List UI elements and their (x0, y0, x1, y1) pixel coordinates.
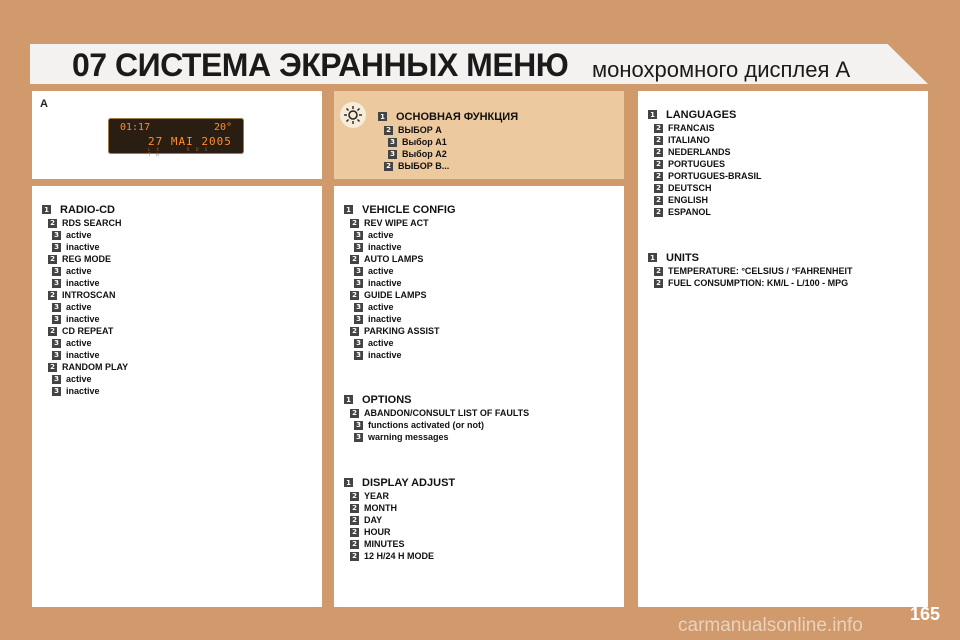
menu-item (344, 337, 456, 349)
menu-item-label: RANDOM PLAY (62, 362, 129, 372)
menu-item-label: RDS SEARCH (62, 218, 122, 228)
level-badge: 1 (42, 205, 51, 214)
menu-item-label: AUTO LAMPS (364, 254, 424, 264)
menu-item-label: ВЫБОР А (398, 125, 442, 135)
menu-item (378, 124, 518, 136)
level-badge: 3 (354, 339, 363, 348)
menu-item-label: inactive (368, 278, 402, 288)
level-badge: 2 (350, 540, 359, 549)
level-badge: 3 (388, 150, 397, 159)
menu-item-label: ВЫБОР В... (398, 161, 450, 171)
menu-item (344, 313, 456, 325)
menu-item (378, 136, 518, 148)
menu-item (648, 122, 762, 134)
menu-item (344, 265, 456, 277)
menu-item-label: REV WIPE ACT (364, 218, 429, 228)
menu-section-title (344, 392, 529, 407)
menu-item (42, 349, 128, 361)
level-badge: 3 (52, 279, 61, 288)
menu-item (648, 170, 762, 182)
level-badge: 3 (354, 231, 363, 240)
level-badge: 2 (350, 255, 359, 264)
level-badge: 1 (344, 478, 353, 487)
menu-item (344, 526, 455, 538)
menu-item-label: OPTIONS (362, 393, 412, 406)
menu-item (344, 217, 456, 229)
page-number: 165 (910, 604, 941, 624)
menu-item-label: NEDERLANDS (668, 147, 731, 157)
monochrome-display (108, 118, 244, 157)
menu-item-label: functions activated (or not) (368, 420, 485, 430)
level-badge: 2 (350, 528, 359, 537)
menu-item-label: RADIO-CD (60, 203, 115, 216)
menu-item-label: active (66, 302, 92, 312)
level-badge: 2 (350, 291, 359, 300)
menu-item-label: MONTH (364, 503, 397, 513)
menu-item (648, 277, 853, 289)
level-badge: 2 (654, 172, 663, 181)
menu-item (648, 146, 762, 158)
menu-item (344, 419, 529, 431)
menu-item-label: HOUR (364, 527, 391, 537)
level-badge: 3 (52, 303, 61, 312)
menu-item-label: DEUTSCH (668, 183, 712, 193)
level-badge: 2 (654, 267, 663, 276)
menu-item-label: active (66, 266, 92, 276)
menu-item (344, 277, 456, 289)
level-badge: 2 (350, 492, 359, 501)
menu-item-label: LANGUAGES (666, 108, 737, 121)
menu-item-label: ОСНОВНАЯ ФУНКЦИЯ (396, 110, 519, 123)
level-badge: 3 (354, 315, 363, 324)
level-badge: 2 (654, 184, 663, 193)
menu-section-title (378, 109, 518, 124)
vehicle-config-menu (344, 202, 456, 361)
level-badge: 2 (350, 219, 359, 228)
menu-item-label: ENGLISH (668, 195, 709, 205)
menu-item (648, 194, 762, 206)
menu-item-label: GUIDE LAMPS (364, 290, 427, 300)
level-badge: 2 (350, 552, 359, 561)
menu-item (42, 217, 128, 229)
menu-item (378, 160, 518, 172)
level-badge: 3 (52, 387, 61, 396)
level-badge: 1 (648, 253, 657, 262)
level-badge: 2 (48, 291, 57, 300)
level-badge: 2 (384, 126, 393, 135)
menu-item-label: warning messages (368, 432, 449, 442)
options-menu (344, 392, 529, 443)
menu-section-title (344, 202, 456, 217)
level-badge: 1 (344, 205, 353, 214)
menu-item-label: active (368, 266, 394, 276)
display-letter: A (40, 98, 48, 110)
menu-item (42, 301, 128, 313)
menu-item-label: YEAR (364, 491, 390, 501)
menu-item-label: active (368, 230, 394, 240)
menu-item-label: PORTUGUES (668, 159, 726, 169)
menu-item-label: inactive (66, 386, 100, 396)
level-badge: 1 (344, 395, 353, 404)
level-badge: 3 (354, 243, 363, 252)
level-badge: 2 (48, 327, 57, 336)
menu-item-label: ABANDON/CONSULT LIST OF FAULTS (364, 408, 530, 418)
level-badge: 3 (52, 375, 61, 384)
menu-item (648, 182, 762, 194)
menu-item (42, 337, 128, 349)
menu-item-label: inactive (368, 314, 402, 324)
menu-item-label: active (66, 230, 92, 240)
languages-menu (648, 107, 762, 218)
menu-item-label: active (368, 302, 394, 312)
menu-section-title (344, 475, 455, 490)
level-badge: 3 (354, 421, 363, 430)
menu-section-title (648, 250, 853, 265)
radio-cd-menu (42, 202, 128, 397)
level-badge: 3 (52, 351, 61, 360)
menu-item-label: Выбор А2 (402, 149, 447, 159)
menu-item-label: CD REPEAT (62, 326, 114, 336)
level-badge: 2 (384, 162, 393, 171)
level-badge: 3 (354, 267, 363, 276)
menu-item-label: ITALIANO (668, 135, 710, 145)
menu-item-label: UNITS (666, 251, 699, 264)
menu-item (344, 431, 529, 443)
units-menu (648, 250, 853, 289)
menu-item (42, 277, 128, 289)
menu-item (344, 325, 456, 337)
level-badge: 2 (654, 148, 663, 157)
menu-item (344, 407, 529, 419)
menu-item (344, 241, 456, 253)
level-badge: 2 (654, 196, 663, 205)
level-badge: 3 (52, 339, 61, 348)
menu-item (344, 229, 456, 241)
display-adjust-menu (344, 475, 455, 562)
level-badge: 2 (48, 363, 57, 372)
menu-item (378, 148, 518, 160)
level-badge: 1 (648, 110, 657, 119)
level-badge: 1 (378, 112, 387, 121)
menu-item (42, 313, 128, 325)
menu-item-label: inactive (66, 350, 100, 360)
menu-item-label: inactive (66, 278, 100, 288)
menu-item (344, 514, 455, 526)
main-function-menu (378, 109, 518, 172)
menu-section-title (648, 107, 762, 122)
menu-item (648, 158, 762, 170)
menu-item (648, 265, 853, 277)
level-badge: 3 (52, 231, 61, 240)
menu-item-label: PORTUGUES-BRASIL (668, 171, 762, 181)
menu-item-label: active (368, 338, 394, 348)
menu-item-label: Выбор А1 (402, 137, 447, 147)
menu-item-label: ESPANOL (668, 207, 711, 217)
display-time: 01:17 (120, 122, 151, 133)
level-badge: 2 (654, 136, 663, 145)
level-badge: 2 (350, 409, 359, 418)
watermark: carmanualsonline.info (678, 615, 863, 636)
menu-item-label: FUEL CONSUMPTION: KM/L - L/100 - MPG (668, 278, 849, 288)
menu-item (42, 241, 128, 253)
menu-item (344, 289, 456, 301)
level-badge: 3 (354, 433, 363, 442)
menu-item (344, 253, 456, 265)
menu-item-label: DISPLAY ADJUST (362, 476, 456, 489)
menu-item (648, 206, 762, 218)
level-badge: 3 (52, 243, 61, 252)
menu-item (344, 490, 455, 502)
menu-item (42, 361, 128, 373)
menu-item-label: active (66, 338, 92, 348)
menu-item-label: TEMPERATURE: °CELSIUS / °FAHRENHEIT (668, 266, 853, 276)
menu-item (42, 373, 128, 385)
level-badge: 2 (654, 208, 663, 217)
page-subtitle: монохромного дисплея А (592, 57, 851, 82)
display-indicators: LX · RDS · TA (148, 147, 228, 157)
menu-item (42, 325, 128, 337)
menu-item-label: FRANCAIS (668, 123, 715, 133)
level-badge: 2 (350, 504, 359, 513)
menu-item (344, 550, 455, 562)
level-badge: 2 (48, 255, 57, 264)
level-badge: 2 (654, 160, 663, 169)
menu-item (42, 289, 128, 301)
level-badge: 3 (388, 138, 397, 147)
menu-item (42, 229, 128, 241)
menu-item-label: MINUTES (364, 539, 405, 549)
menu-item-label: active (66, 374, 92, 384)
menu-item (344, 301, 456, 313)
display-temp: 20° (213, 122, 232, 133)
menu-item (42, 253, 128, 265)
menu-item-label: inactive (368, 350, 402, 360)
menu-item (344, 349, 456, 361)
menu-item-label: PARKING ASSIST (364, 326, 440, 336)
menu-item (344, 538, 455, 550)
brightness-icon (340, 102, 366, 128)
menu-item (344, 502, 455, 514)
menu-item-label: inactive (368, 242, 402, 252)
level-badge: 3 (52, 315, 61, 324)
menu-item-label: inactive (66, 242, 100, 252)
menu-section-title (42, 202, 128, 217)
level-badge: 2 (350, 516, 359, 525)
display-date: 27 MAI 2005 (148, 135, 232, 148)
menu-item (42, 385, 128, 397)
level-badge: 3 (52, 267, 61, 276)
menu-item-label: REG MODE (62, 254, 112, 264)
level-badge: 2 (654, 279, 663, 288)
menu-item-label: DAY (364, 515, 383, 525)
menu-item-label: VEHICLE CONFIG (362, 203, 456, 216)
menu-item-label: 12 H/24 H MODE (364, 551, 435, 561)
level-badge: 3 (354, 351, 363, 360)
menu-item-label: inactive (66, 314, 100, 324)
menu-item (42, 265, 128, 277)
page-title: 07 СИСТЕМА ЭКРАННЫХ МЕНЮ (72, 47, 569, 83)
level-badge: 2 (48, 219, 57, 228)
level-badge: 3 (354, 303, 363, 312)
menu-item-label: INTROSCAN (62, 290, 116, 300)
level-badge: 3 (354, 279, 363, 288)
level-badge: 2 (654, 124, 663, 133)
menu-item (648, 134, 762, 146)
level-badge: 2 (350, 327, 359, 336)
